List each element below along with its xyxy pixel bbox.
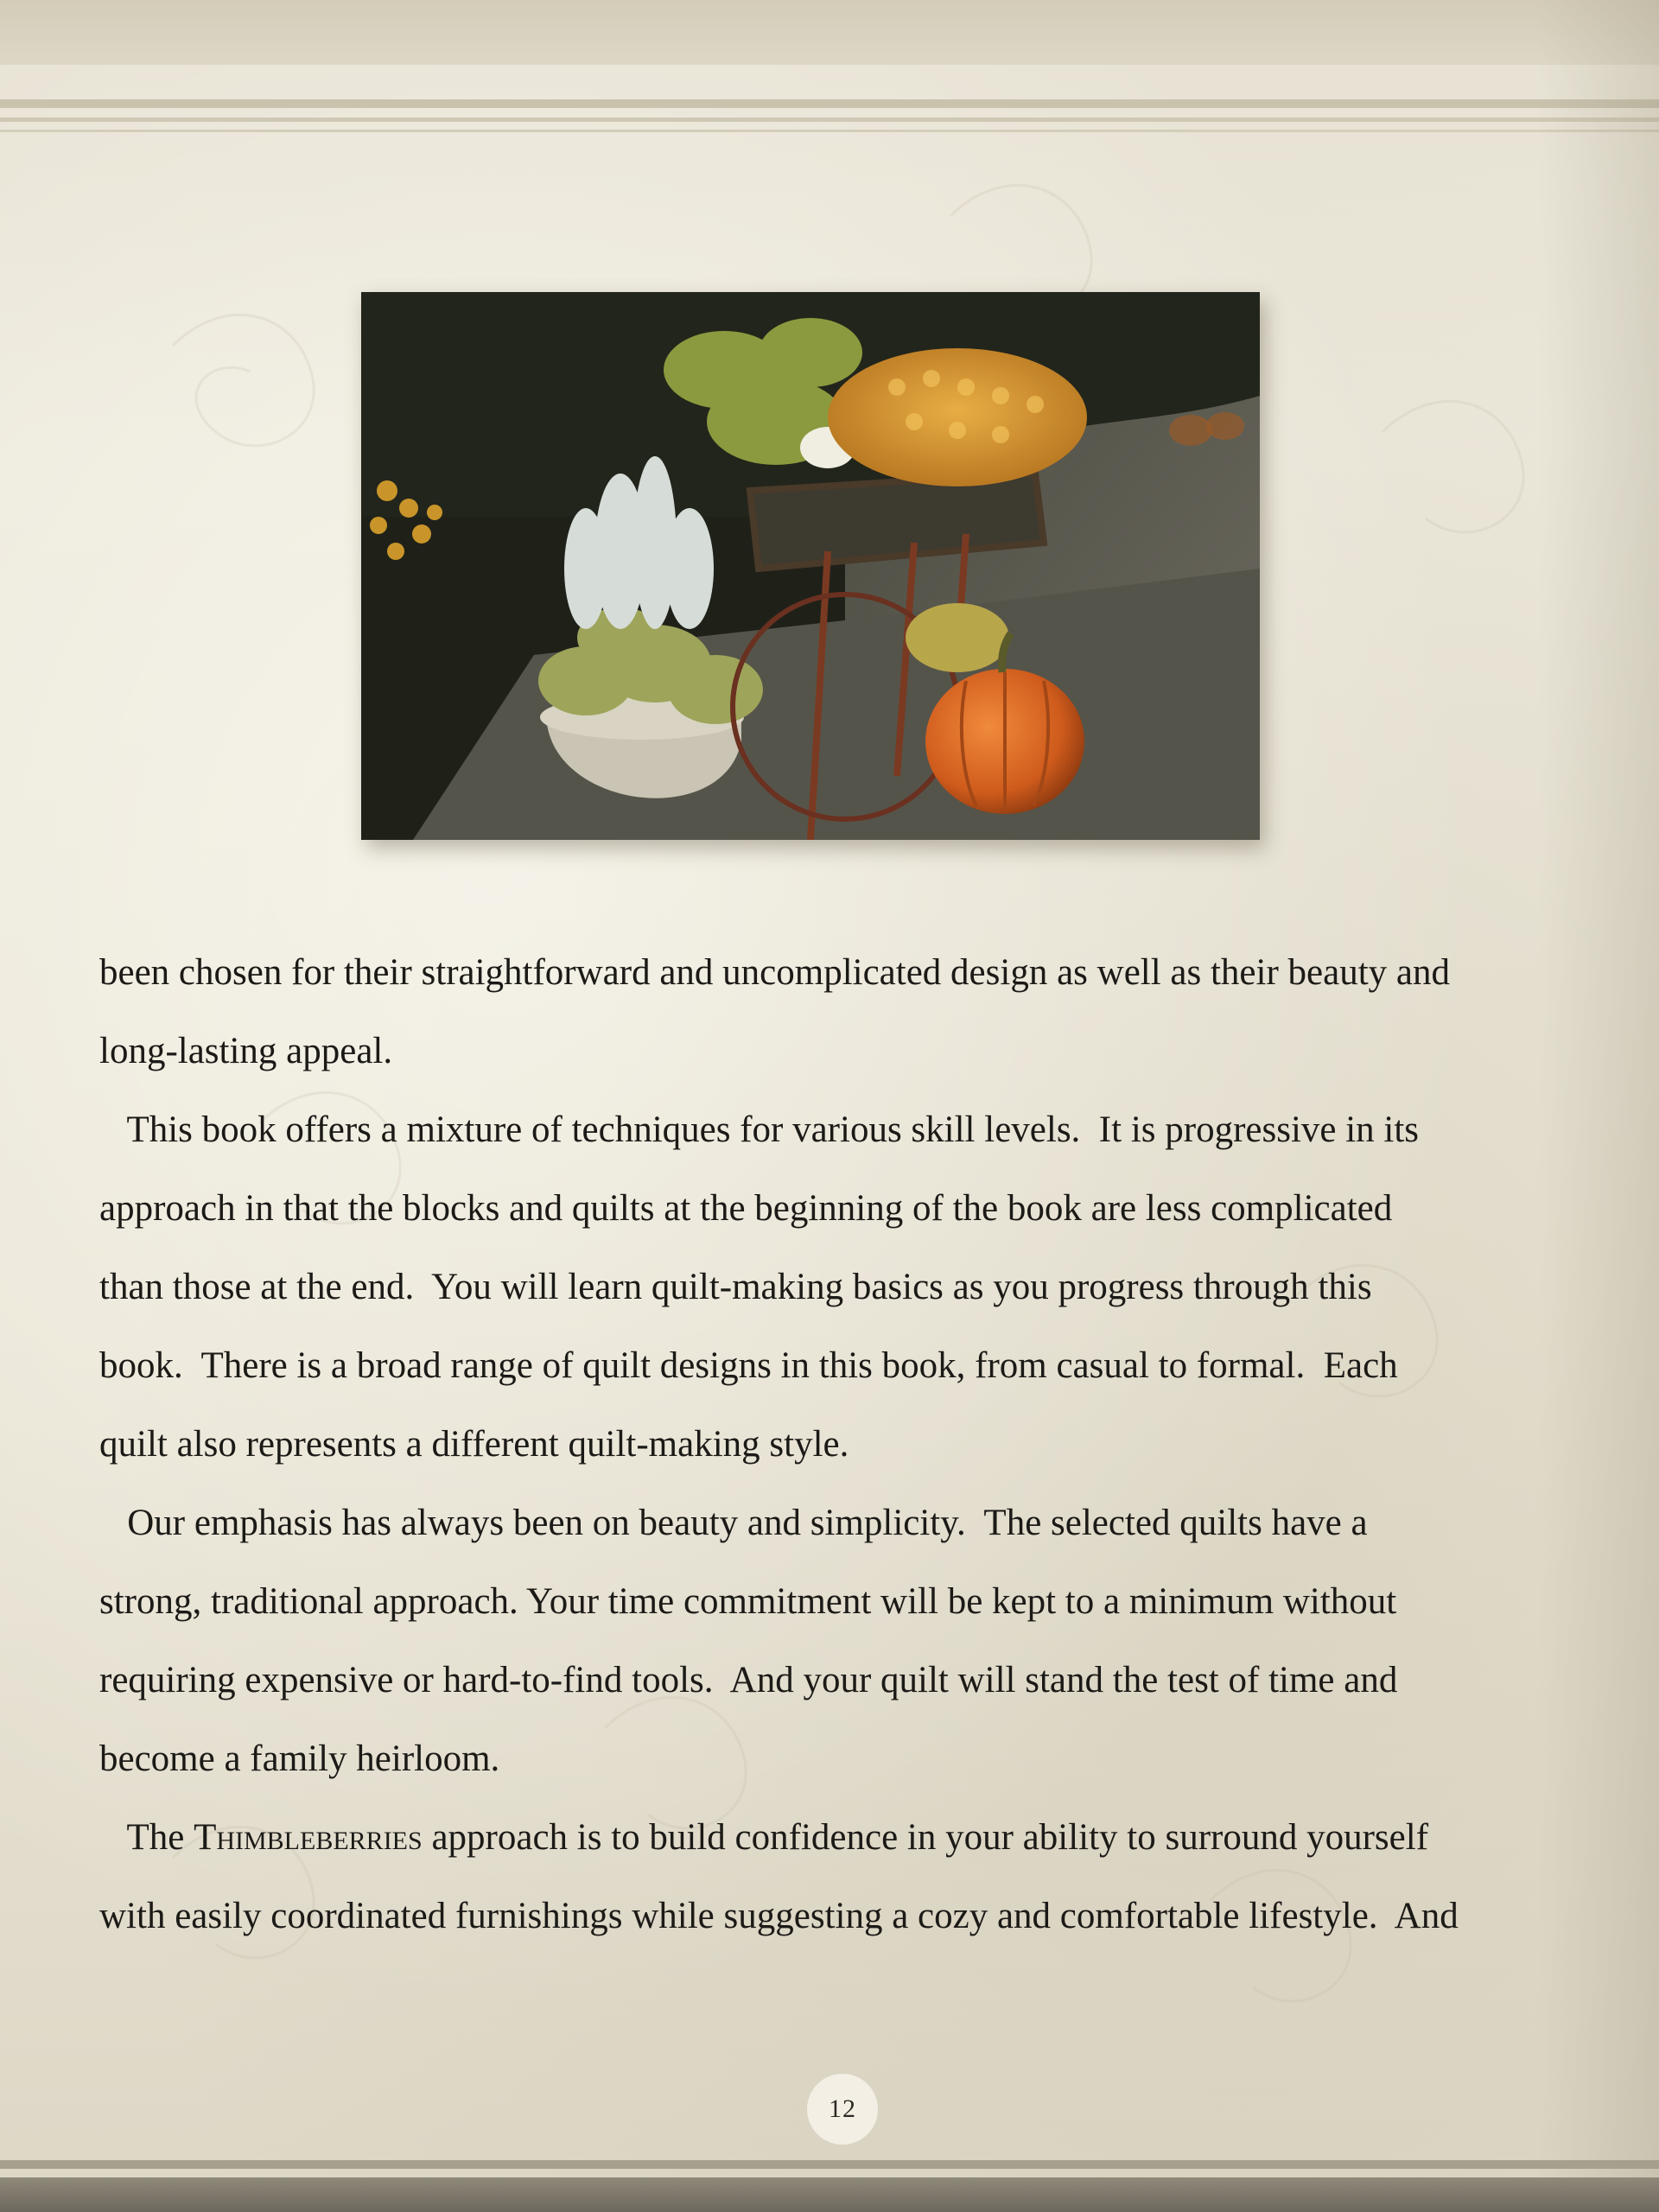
top-border-rule-thin: [0, 118, 1659, 122]
top-border-rule: [0, 99, 1659, 108]
autumn-planter-photo: [361, 292, 1260, 840]
text-fragment: The: [99, 1817, 194, 1858]
text-line: become a family heirloom.: [99, 1738, 500, 1779]
text-line: quilt also represents a different quilt-making style.: [99, 1424, 849, 1465]
top-edge-shadow: [0, 0, 1659, 65]
top-border-rule-hairline: [0, 130, 1659, 132]
body-text: [99, 933, 1568, 1955]
photo-illustration: [361, 292, 1260, 840]
page-number: 12: [807, 2074, 878, 2145]
bottom-edge-shadow: [0, 2177, 1659, 2212]
text-line: with easily coordinated furnishings while suggesting a cozy and comfortable lifestyle. And: [99, 1896, 1459, 1936]
text-fragment: approach is to build confidence in your ability to surround yourself: [422, 1817, 1429, 1858]
text-line: book. There is a broad range of quilt designs in this book, from casual to formal. Each: [99, 1345, 1398, 1386]
text-line: than those at the end. You will learn quilt-making basics as you progress through this: [99, 1267, 1372, 1307]
text-line: [99, 1798, 1568, 1877]
brand-name-thimbleberries: Thimbleberries: [194, 1817, 423, 1858]
text-line: strong, traditional approach. Your time commitment will be kept to a minimum without: [99, 1581, 1397, 1622]
text-line: approach in that the blocks and quilts at the beginning of the book are less complicated: [99, 1188, 1393, 1229]
text-line: requiring expensive or hard-to-find tools. And your quilt will stand the test of time and: [99, 1660, 1398, 1700]
bottom-border-rule: [0, 2160, 1659, 2169]
text-line: been chosen for their straightforward and uncomplicated design as well as their beauty and: [99, 952, 1450, 993]
text-line: Our emphasis has always been on beauty and simplicity. The selected quilts have a: [99, 1503, 1368, 1543]
text-line: This book offers a mixture of techniques for various skill levels. It is progressive in its: [99, 1109, 1420, 1150]
text-line: long-lasting appeal.: [99, 1031, 393, 1071]
